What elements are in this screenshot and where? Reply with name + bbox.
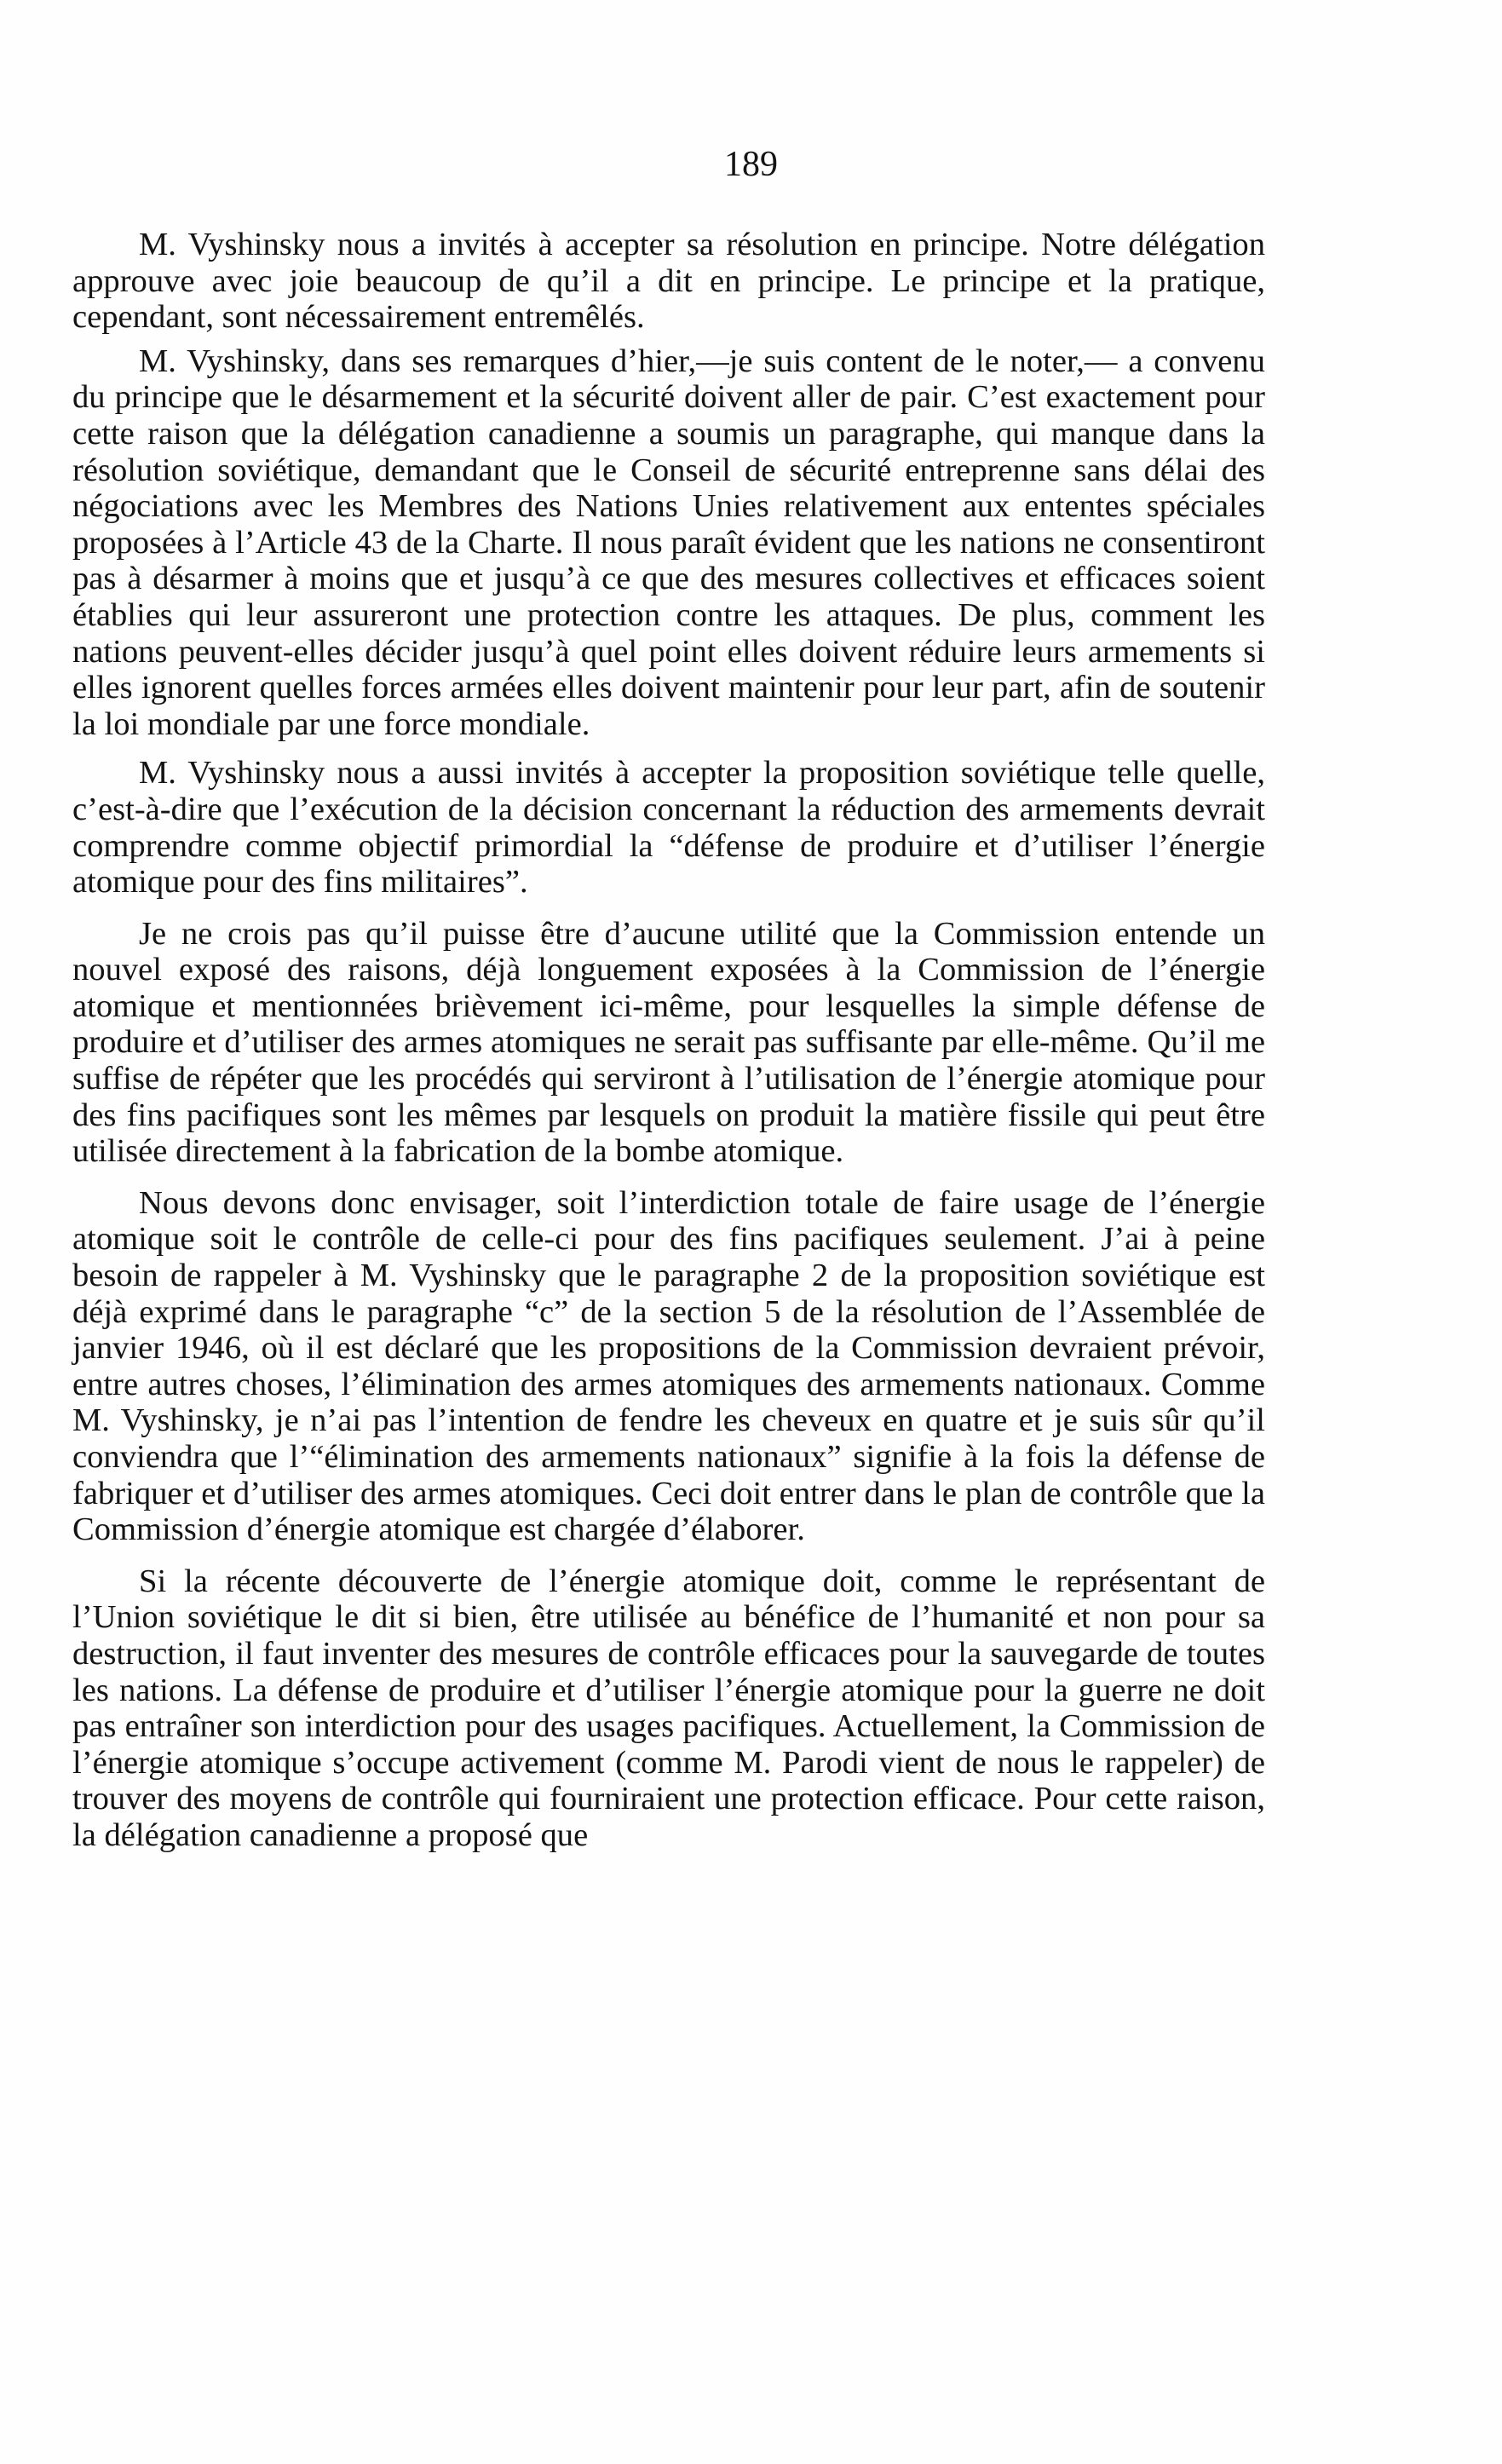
page-number: 189 xyxy=(724,145,778,184)
body-text xyxy=(72,227,1265,1854)
paragraph: Nous devons donc envisager, soit l’interdiction totale de faire usage de l’énergie atomique soit le contrôle de celle-ci pour des fins pacifiques seulement. J’ai à peine besoin de rappeler à M. Vyshinsky que le paragraphe 2 de la proposition soviétique est déjà exprimé dans le paragraphe “c” de la section 5 de la résolution de l’Assemblée de janvier 1946, où il est déclaré que les propositions de la Commission devraient prévoir, entre autres choses, l’élimination des armes atomiques des armements nationaux. Comme M. Vyshinsky, je n’ai pas l’intention de fendre les cheveux en quatre et je suis sûr qu’il conviendra que l’“élimination des armements nationaux” signifie à la fois la défense de fabriquer et d’utiliser des armes atomiques. Ceci doit entrer dans le plan de contrôle que la Commission d’énergie atomique est chargée d’élaborer. xyxy=(72,1184,1265,1548)
paragraph: M. Vyshinsky nous a invités à accepter sa résolution en principe. Notre délégation approuve avec joie beaucoup de qu’il a dit en principe. Le principe et la pratique, cependant, sont nécessairement entremêlés. xyxy=(72,227,1265,336)
paragraph: Je ne crois pas qu’il puisse être d’aucune utilité que la Commission entende un nouvel exposé des raisons, déjà longuement exposées à la Commission de l’énergie atomique et mentionnées brièvement ici-même, pour lesquelles la simple défense de produire et d’utiliser des armes atomiques ne serait pas suffisante par elle-même. Qu’il me suffise de répéter que les procédés qui serviront à l’utilisation de l’énergie atomique pour des fins pacifiques sont les mêmes par lesquels on produit la matière fissile qui peut être utilisée directement à la fabrication de la bombe atomique. xyxy=(72,915,1265,1170)
paragraph: M. Vyshinsky nous a aussi invités à accepter la proposition soviétique telle quelle, c’est-à-dire que l’exécution de la décision concernant la réduction des armements devrait comprendre comme objectif primordial la “défense de produire et d’utiliser l’énergie atomique pour des fins militaires”. xyxy=(72,755,1265,901)
paragraph: Si la récente découverte de l’énergie atomique doit, comme le représentant de l’Union soviétique le dit si bien, être utilisée au bénéfice de l’humanité et non pour sa destruction, il faut inventer des mesures de contrôle efficaces pour la sauvegarde de toutes les nations. La défense de produire et d’utiliser l’énergie atomique pour la guerre ne doit pas entraîner son interdiction pour des usages pacifiques. Actuellement, la Commission de l’énergie atomique s’occupe activement (comme M. Parodi vient de nous le rappeler) de trouver des moyens de contrôle qui fourniraient une protection efficace. Pour cette raison, la délégation canadienne a proposé que xyxy=(72,1563,1265,1853)
paragraph: M. Vyshinsky, dans ses remarques d’hier,—je suis content de le noter,— a convenu du principe que le désarmement et la sécurité doivent aller de pair. C’est exactement pour cette raison que la délégation canadienne a soumis un paragraphe, qui manque dans la résolution soviétique, demandant que le Conseil de sécurité entreprenne sans délai des négociations avec les Membres des Nations Unies relativement aux ententes spéciales proposées à l’Article 43 de la Charte. Il nous paraît évident que les nations ne consentiront pas à désarmer à moins que et jusqu’à ce que des mesures collectives et efficaces soient établies qui leur assureront une protection contre les attaques. De plus, comment les nations peuvent-elles décider jusqu’à quel point elles doivent réduire leurs armements si elles ignorent quelles forces armées elles doivent maintenir pour leur part, afin de soutenir la loi mondiale par une force mondiale. xyxy=(72,343,1265,742)
